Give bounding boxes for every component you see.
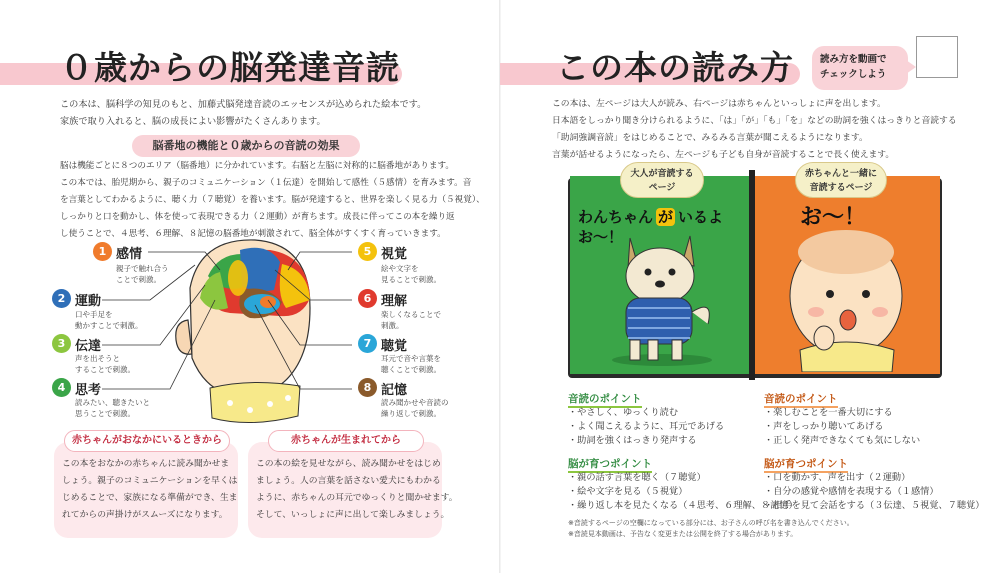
- area-8-desc: 読み聞かせや音読の 繰り返しで刺激。: [381, 398, 449, 418]
- area-2-desc: 口や手足を 動かすことで刺激。: [75, 310, 143, 330]
- left-reading-points-list: ・やさしく、ゆっくり読む ・よく聞こえるように、耳元であげる ・助詞を強くはっきり発声する: [568, 407, 725, 446]
- right-intro: この本は、左ページは大人が読み、右ページは赤ちゃんといっしょに声を出します。 日本語をしっかり聞き分けられるように、「は」「が」「も」「を」などの助詞を強くはっきりと音読する 「助詞強調音読」をはじめることで、みるみる言葉が聞こえるようになります。 言葉が話せるようになったら、左ページも子ども自身が音読することで長く使えます。: [552, 99, 957, 160]
- area-4-number: 4: [52, 378, 71, 397]
- left-reading-points-heading: 音読のポイント: [568, 391, 642, 408]
- right-brain-points-heading: 脳が育つポイント: [764, 456, 848, 473]
- right-reading-points-heading: 音読のポイント: [764, 391, 838, 408]
- area-8-number: 8: [358, 378, 377, 397]
- area-7-name: 聴覚: [381, 339, 408, 354]
- area-5-name: 視覚: [381, 247, 408, 262]
- area-1-desc: 親子で触れ合う ことで刺激。: [116, 264, 169, 284]
- postnatal-text: この本の絵を見せながら、読み聞かせをはじめ ましょう。人の言葉を話さない愛犬にもわかる ように、赤ちゃんの耳元でゆっくりと聞かせます。 そして、いっしょに声に出して楽しみましょう。: [256, 459, 458, 520]
- postnatal-tag: 赤ちゃんが生まれてから: [268, 430, 424, 452]
- book-right-tag: 赤ちゃんと一緒に 音読するページ: [795, 162, 887, 198]
- dog-illustration: [600, 228, 730, 368]
- qr-code-placeholder[interactable]: [916, 36, 958, 78]
- area-3-number: 3: [52, 334, 71, 353]
- area-1-name: 感情: [116, 247, 143, 262]
- book-left-tag: 大人が音読する ページ: [620, 162, 704, 198]
- area-3-desc: 声を出そうと することで刺激。: [75, 354, 135, 374]
- left-brain-points-list: ・親の話す言葉を聴く（７聴覚） ・絵や文字を見る（５視覚） ・繰り返し本を見たくなる（４思考、６理解、８記憶）: [568, 472, 798, 511]
- left-page-title: ０歳からの脳発達音読: [60, 48, 400, 87]
- video-callout[interactable]: [812, 46, 908, 90]
- baby-illustration: [772, 222, 922, 372]
- particle-highlight: が: [658, 208, 674, 226]
- left-section-pill: 脳番地の機能と０歳からの音読の効果: [132, 135, 360, 157]
- prenatal-tag: 赤ちゃんがおなかにいるときから: [64, 430, 230, 452]
- area-6-desc: 楽しくなることで 刺激。: [381, 310, 441, 330]
- book-left-text-line-1: わんちゃん が いるよ: [578, 208, 724, 226]
- area-7-desc: 耳元で音や言葉を 聴くことで刺激。: [381, 354, 441, 374]
- area-2-name: 運動: [75, 294, 102, 309]
- video-callout-arrow: [906, 60, 916, 74]
- left-intro: この本は、脳科学の知見のもと、加藤式脳発達音読のエッセンスが込められた絵本です。 家族で取り入れると、脳の成長によい影響がたくさんあります。: [60, 99, 427, 127]
- area-1-number: 1: [93, 242, 112, 261]
- book-right-text: お〜！: [800, 205, 867, 230]
- area-connector-lines: [0, 0, 500, 430]
- right-reading-points-list: ・楽しむことを一番大切にする ・声をしっかり聴いてあげる ・正しく発声できなくても気にしない: [764, 407, 921, 446]
- area-2-number: 2: [52, 289, 71, 308]
- left-brain-points-heading: 脳が育つポイント: [568, 456, 652, 473]
- area-7-number: 7: [358, 334, 377, 353]
- video-callout-line-1: 読み方を動画で: [820, 54, 887, 65]
- book-left-text-line-2: お〜！: [578, 228, 624, 246]
- book-spine: [749, 170, 755, 380]
- area-3-name: 伝達: [75, 339, 102, 354]
- right-brain-points-list: ・口を動かす、声を出す（２運動） ・自分の感覚や感情を表現する（１感情） ・相手を見て会話をする（３伝達、５視覚、７聴覚）: [764, 472, 985, 511]
- footnotes: ※音読するページの空欄になっている部分には、お子さんの呼び名を書き込んでください。 ※音読見本動画は、予告なく変更または公開を終了する場合があります。: [568, 519, 854, 538]
- right-page-title: この本の読み方: [556, 48, 794, 87]
- area-6-number: 6: [358, 289, 377, 308]
- prenatal-text: この本をおなかの赤ちゃんに読み聞かせま しょう。親子のコミュニケーションを早くは じめることで、家族になる準備ができ、生ま れてからの声掛けがスムーズになります。: [62, 459, 238, 520]
- area-4-desc: 読みたい、聴きたいと 思うことで刺激。: [75, 398, 150, 418]
- video-callout-line-2: チェックしよう: [820, 69, 887, 80]
- area-5-desc: 絵や文字を 見ることで刺激。: [381, 264, 441, 284]
- left-section-paragraph: 脳は機能ごとに８つのエリア（脳番地）に分かれています。右脳と左脳に対称的に脳番地があります。 この本では、胎児期から、親子のコミュニケーション（１伝達）を開始して感性（５感情）を育みます。音 を言葉としてわかるように、聴く力（７聴覚）を養います。脳が発達すると、世界を楽しく見る力（５視覚）、 しっかりと口を動かし、体を使って表現できる力（２運動）が育ちます。成長に伴ってこの本を繰り返 し使うことで、４思考、６理解、８記憶の脳番地が刺激されて、脳全体がすくすく育っていきます。: [60, 161, 485, 239]
- area-4-name: 思考: [75, 383, 102, 398]
- area-8-name: 記憶: [381, 383, 408, 398]
- area-5-number: 5: [358, 242, 377, 261]
- area-6-name: 理解: [381, 294, 408, 309]
